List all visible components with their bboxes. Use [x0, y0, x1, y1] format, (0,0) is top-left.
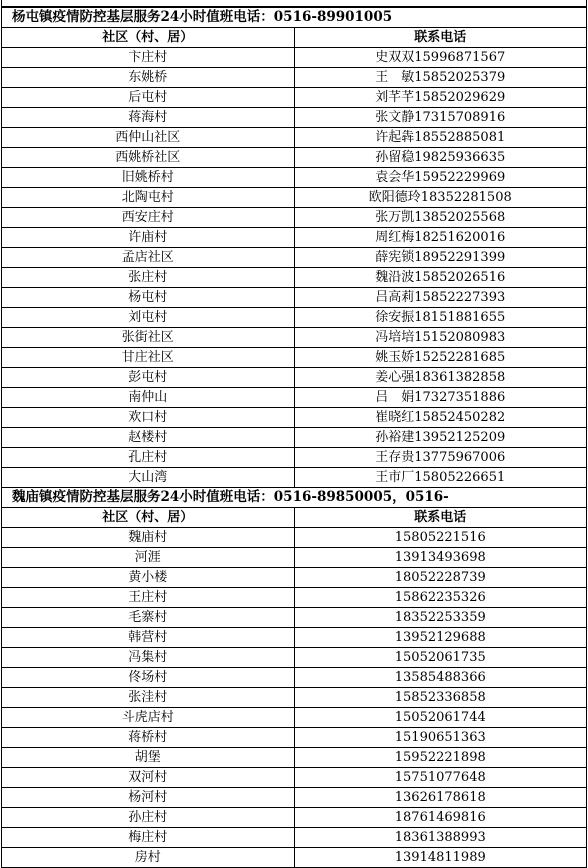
- table-row: [2, 628, 587, 648]
- community-cell: 河涯: [2, 548, 295, 568]
- community-cell: 黄小楼: [2, 568, 295, 588]
- community-cell: 毛寨村: [2, 608, 295, 628]
- phone-cell: 魏沿波15852026516: [294, 268, 587, 288]
- table-row: [2, 288, 587, 308]
- table-row: [2, 548, 587, 568]
- section2-header-row: [2, 508, 587, 528]
- table-row: [2, 428, 587, 448]
- table-row: [2, 668, 587, 688]
- phone-cell: 刘芊芊15852029629: [294, 88, 587, 108]
- table-row: [2, 528, 587, 548]
- community-cell: 王庄村: [2, 588, 295, 608]
- community-cell: 赵楼村: [2, 428, 295, 448]
- community-cell: 房村: [2, 848, 295, 868]
- column-header-phone: 联系电话: [294, 508, 587, 528]
- phone-cell: 13913493698: [294, 548, 587, 568]
- phone-cell: 欧阳德玲18352281508: [294, 188, 587, 208]
- phone-cell: 15862235326: [294, 588, 587, 608]
- community-cell: 后屯村: [2, 88, 295, 108]
- phone-cell: 周红梅18251620016: [294, 228, 587, 248]
- table-row: [2, 848, 587, 868]
- table-row: [2, 128, 587, 148]
- community-cell: 西安庄村: [2, 208, 295, 228]
- community-cell: 张洼村: [2, 688, 295, 708]
- table-row: [2, 788, 587, 808]
- phone-cell: 史双双15996871567: [294, 48, 587, 68]
- community-cell: 韩营村: [2, 628, 295, 648]
- phone-cell: 15952221898: [294, 748, 587, 768]
- phone-cell: 18361388993: [294, 828, 587, 848]
- community-cell: 甘庄社区: [2, 348, 295, 368]
- table-row: [2, 88, 587, 108]
- table-row: [2, 308, 587, 328]
- column-header-phone: 联系电话: [294, 28, 587, 48]
- community-cell: 胡堡: [2, 748, 295, 768]
- community-cell: 卞庄村: [2, 48, 295, 68]
- table-row: [2, 808, 587, 828]
- table-row: [2, 368, 587, 388]
- phone-cell: 张万凯13852025568: [294, 208, 587, 228]
- community-cell: 欢口村: [2, 408, 295, 428]
- table-row: [2, 728, 587, 748]
- phone-cell: 王 敏15852025379: [294, 68, 587, 88]
- cut-off-previous-row: [1, 0, 587, 7]
- table-row: [2, 648, 587, 668]
- phone-cell: 王存贵13775967006: [294, 448, 587, 468]
- phone-cell: 15805221516: [294, 528, 587, 548]
- phone-cell: 崔晓红15852450282: [294, 408, 587, 428]
- phone-cell: 15751077648: [294, 768, 587, 788]
- community-cell: 斗虎店村: [2, 708, 295, 728]
- community-cell: 张街社区: [2, 328, 295, 348]
- table-row: [2, 328, 587, 348]
- community-cell: 佟场村: [2, 668, 295, 688]
- phone-cell: 张文静17315708916: [294, 108, 587, 128]
- community-cell: 杨河村: [2, 788, 295, 808]
- phone-cell: 薛宪锁18952291399: [294, 248, 587, 268]
- table-row: [2, 708, 587, 728]
- community-cell: 西姚桥社区: [2, 148, 295, 168]
- table-row: [2, 68, 587, 88]
- table-row: [2, 168, 587, 188]
- community-cell: 北陶屯村: [2, 188, 295, 208]
- table-row: [2, 468, 587, 488]
- table-row: [2, 208, 587, 228]
- phone-cell: 15190651363: [294, 728, 587, 748]
- table-row: [2, 688, 587, 708]
- phone-cell: 13914811989: [294, 848, 587, 868]
- phone-cell: 吕 娟17327351886: [294, 388, 587, 408]
- table-row: [2, 268, 587, 288]
- section1-header-row: [2, 28, 587, 48]
- phone-cell: 18761469816: [294, 808, 587, 828]
- section1-title: 杨屯镇疫情防控基层服务24小时值班电话：0516-89901005: [2, 8, 587, 28]
- community-cell: 南仲山: [2, 388, 295, 408]
- community-cell: 张庄村: [2, 268, 295, 288]
- table-row: [2, 828, 587, 848]
- table-row: [2, 608, 587, 628]
- phone-cell: 15052061744: [294, 708, 587, 728]
- table-row: [2, 348, 587, 368]
- table-row: [2, 408, 587, 428]
- community-cell: 许庙村: [2, 228, 295, 248]
- table-row: [2, 188, 587, 208]
- phone-cell: 王市厂15805226651: [294, 468, 587, 488]
- community-cell: 刘屯村: [2, 308, 295, 328]
- community-cell: 大山湾: [2, 468, 295, 488]
- community-cell: 孔庄村: [2, 448, 295, 468]
- section2-title: 魏庙镇疫情防控基层服务24小时值班电话：0516-89850005，0516-: [2, 488, 587, 508]
- phone-cell: 孙留稳19825936635: [294, 148, 587, 168]
- table-row: [2, 48, 587, 68]
- community-cell: 蒋桥村: [2, 728, 295, 748]
- section1-title-row: [2, 8, 587, 28]
- table-row: [2, 448, 587, 468]
- table-row: [2, 568, 587, 588]
- community-cell: 西仲山社区: [2, 128, 295, 148]
- community-cell: 蒋海村: [2, 108, 295, 128]
- table-row: [2, 768, 587, 788]
- community-cell: 杨屯村: [2, 288, 295, 308]
- phone-cell: 13585488366: [294, 668, 587, 688]
- phone-cell: 13626178618: [294, 788, 587, 808]
- table-row: [2, 108, 587, 128]
- community-cell: 东姚桥: [2, 68, 295, 88]
- community-cell: 彭屯村: [2, 368, 295, 388]
- column-header-community: 社区（村、居）: [2, 28, 295, 48]
- column-header-community: 社区（村、居）: [2, 508, 295, 528]
- phone-cell: 冯培培15152080983: [294, 328, 587, 348]
- community-cell: 双河村: [2, 768, 295, 788]
- phone-cell: 袁会华15952229969: [294, 168, 587, 188]
- table-row: [2, 248, 587, 268]
- phone-cell: 徐安振18151881655: [294, 308, 587, 328]
- phone-cell: 吕高莉15852227393: [294, 288, 587, 308]
- community-cell: 孙庄村: [2, 808, 295, 828]
- community-cell: 魏庙村: [2, 528, 295, 548]
- table-body: [2, 8, 587, 868]
- phone-cell: 姚玉娇15252281685: [294, 348, 587, 368]
- section2-title-row: [2, 488, 587, 508]
- phone-cell: 15052061735: [294, 648, 587, 668]
- table-row: [2, 748, 587, 768]
- duty-phone-table: [1, 7, 587, 868]
- phone-cell: 15852336858: [294, 688, 587, 708]
- table-row: [2, 148, 587, 168]
- phone-cell: 18352253359: [294, 608, 587, 628]
- phone-cell: 18052228739: [294, 568, 587, 588]
- phone-cell: 孙裕建13952125209: [294, 428, 587, 448]
- community-cell: 冯集村: [2, 648, 295, 668]
- table-row: [2, 388, 587, 408]
- table-row: [2, 588, 587, 608]
- phone-cell: 许起犇18552885081: [294, 128, 587, 148]
- community-cell: 梅庄村: [2, 828, 295, 848]
- document: [1, 0, 587, 868]
- phone-cell: 姜心强18361382858: [294, 368, 587, 388]
- phone-cell: 13952129688: [294, 628, 587, 648]
- community-cell: 孟店社区: [2, 248, 295, 268]
- community-cell: 旧姚桥村: [2, 168, 295, 188]
- table-row: [2, 228, 587, 248]
